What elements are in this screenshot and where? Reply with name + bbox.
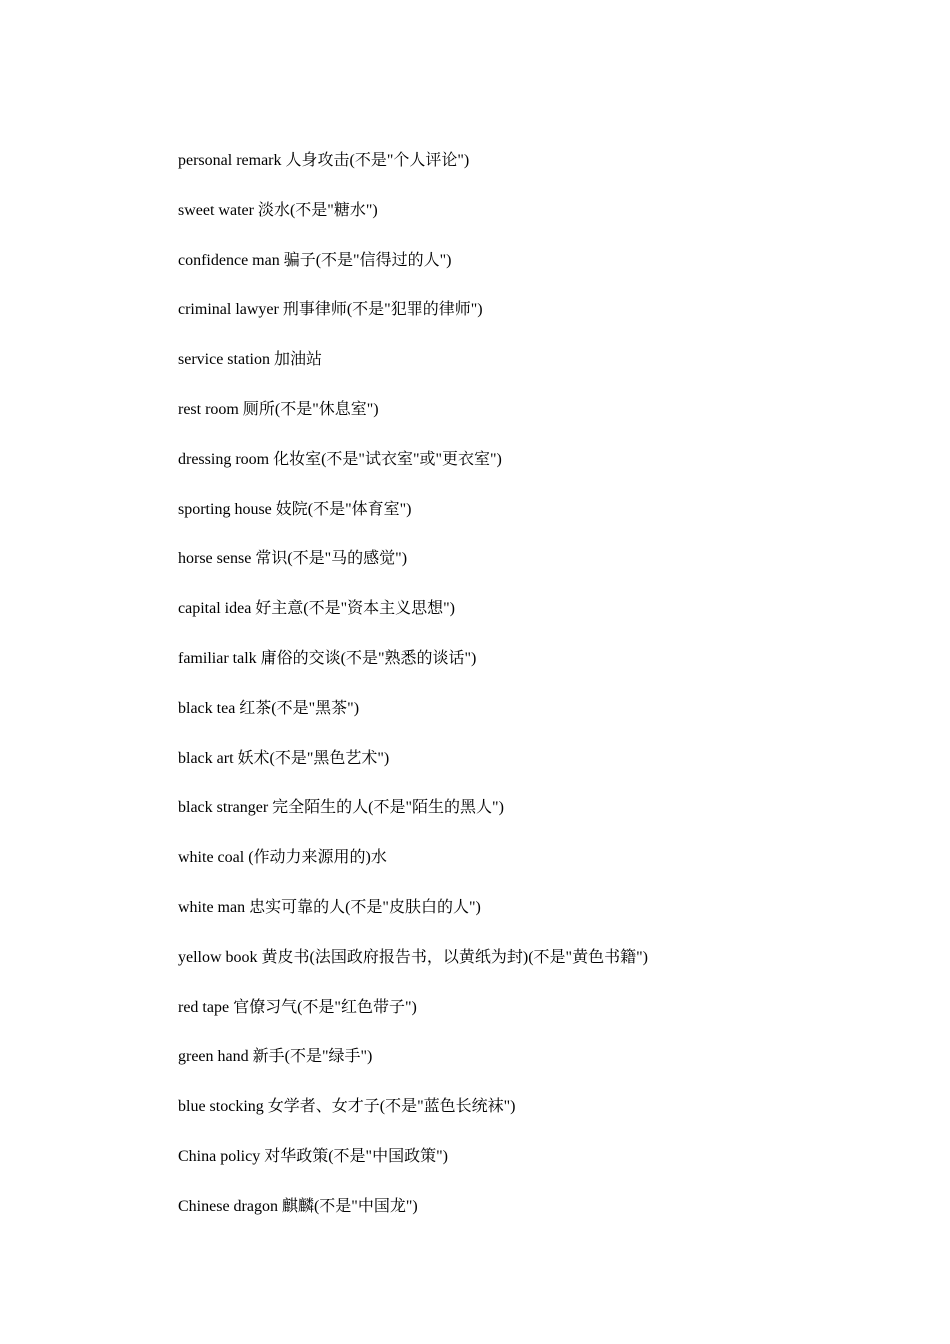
phrase-entry: red tape 官僚习气(不是"红色带子") bbox=[178, 998, 417, 1016]
phrase-entry: service station 加油站 bbox=[178, 351, 322, 369]
phrase-entry: criminal lawyer 刑事律师(不是"犯罪的律师") bbox=[178, 301, 483, 319]
phrase-entry: China policy 对华政策(不是"中国政策") bbox=[178, 1147, 448, 1165]
phrase-entry: white coal (作动力来源用的)水 bbox=[178, 849, 387, 867]
phrase-entry: familiar talk 庸俗的交谈(不是"熟悉的谈话") bbox=[178, 649, 477, 667]
phrase-entry: dressing room 化妆室(不是"试衣室"或"更衣室") bbox=[178, 450, 502, 468]
phrase-entry: horse sense 常识(不是"马的感觉") bbox=[178, 550, 408, 568]
phrase-list bbox=[178, 146, 648, 1242]
phrase-entry: green hand 新手(不是"绿手") bbox=[178, 1048, 373, 1066]
phrase-entry: yellow book 黄皮书(法国政府报告书，以黄纸为封)(不是"黄色书籍") bbox=[178, 948, 648, 966]
phrase-entry: Chinese dragon 麒麟(不是"中国龙") bbox=[178, 1197, 418, 1215]
phrase-entry: black tea 红茶(不是"黑茶") bbox=[178, 699, 360, 717]
phrase-entry: black art 妖术(不是"黑色艺术") bbox=[178, 749, 390, 767]
phrase-entry: sporting house 妓院(不是"体育室") bbox=[178, 500, 412, 518]
phrase-entry: capital idea 好主意(不是"资本主义思想") bbox=[178, 600, 456, 618]
phrase-entry: rest room 厕所(不是"休息室") bbox=[178, 400, 379, 418]
phrase-entry: blue stocking 女学者、女才子(不是"蓝色长统袜") bbox=[178, 1098, 516, 1116]
phrase-entry: confidence man 骗子(不是"信得过的人") bbox=[178, 251, 452, 269]
phrase-entry: white man 忠实可靠的人(不是"皮肤白的人") bbox=[178, 898, 481, 916]
phrase-entry: black stranger 完全陌生的人(不是"陌生的黑人") bbox=[178, 799, 504, 817]
phrase-entry: personal remark 人身攻击(不是"个人评论") bbox=[178, 152, 470, 169]
phrase-entry: sweet water 淡水(不是"糖水") bbox=[178, 201, 378, 219]
